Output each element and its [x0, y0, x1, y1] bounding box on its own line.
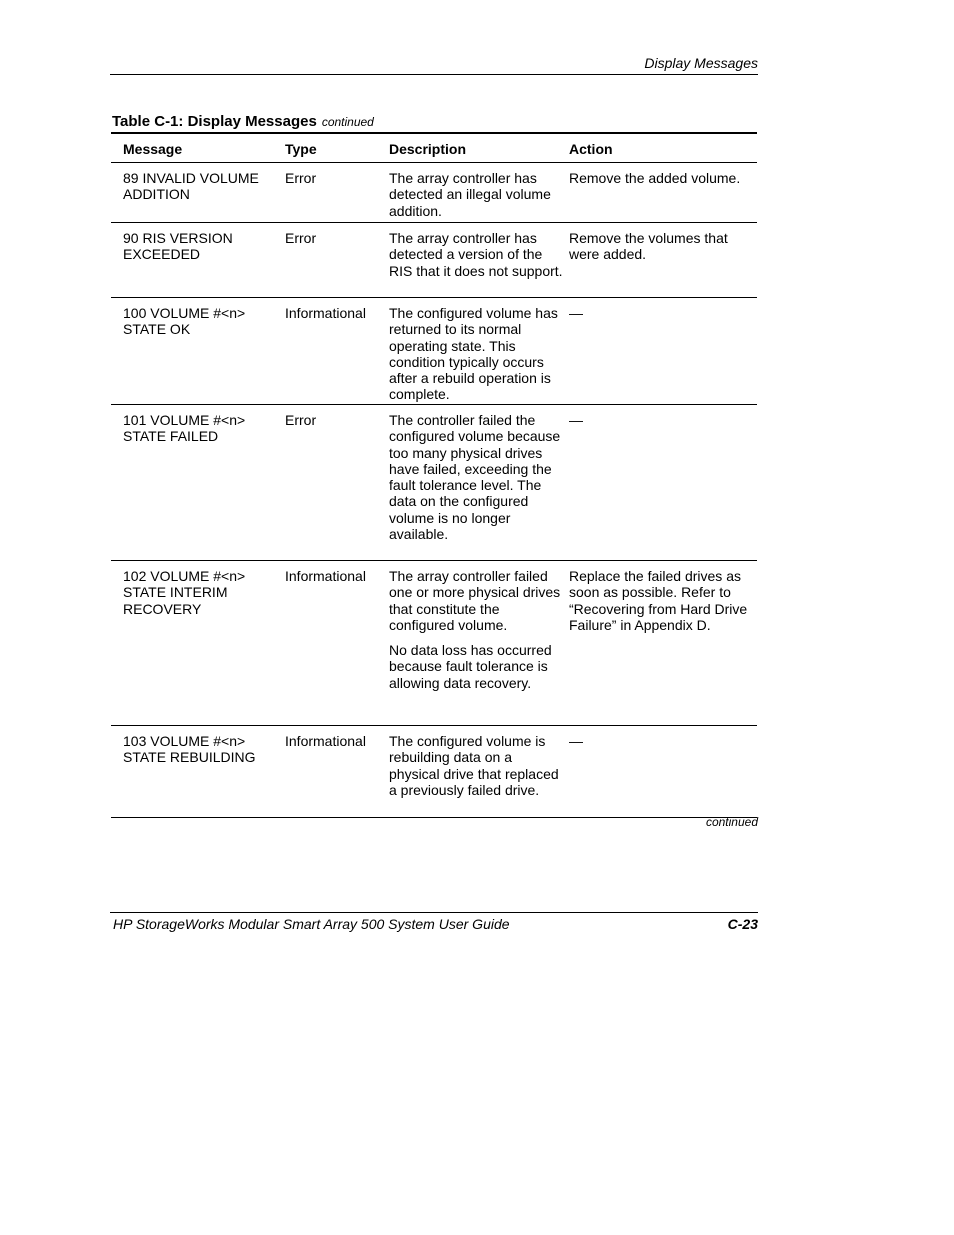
description-text: The controller failed the configured volume because too many physical drives have failed, exceeding the fault tolerance level. The data on the configured volume is no longer available. — [389, 412, 561, 543]
action-cell: — — [569, 305, 583, 321]
action-cell: Remove the added volume. — [569, 170, 741, 186]
action-cell: — — [569, 733, 583, 749]
description-text: The configured volume is rebuilding data on a physical drive that replaced a previously failed drive. — [389, 733, 559, 798]
message-cell: 90 RIS VERSION EXCEEDED — [123, 230, 233, 263]
table-caption-title: Table C-1: Display Messages — [112, 113, 317, 130]
display-messages-table — [111, 132, 757, 818]
table-row — [111, 726, 757, 818]
message-cell: 89 INVALID VOLUME ADDITION — [123, 170, 259, 203]
guide-title: HP StorageWorks Modular Smart Array 500 System User Guide — [113, 916, 510, 932]
message-cell: 100 VOLUME #<n> STATE OK — [123, 305, 246, 338]
message-cell: 101 VOLUME #<n> STATE FAILED — [123, 412, 246, 445]
table-row — [111, 298, 757, 405]
description-cell — [389, 223, 569, 297]
page-footer — [110, 912, 758, 932]
description-text: The configured volume has returned to its normal operating state. This condition typically occurs after a rebuild operation is complete. — [389, 305, 558, 403]
table-row — [111, 223, 757, 298]
action-cell: Remove the volumes that were added. — [569, 230, 728, 263]
message-cell: 102 VOLUME #<n> STATE INTERIM RECOVERY — [123, 568, 246, 617]
type-cell: Error — [285, 170, 317, 186]
column-header-description: Description — [389, 140, 467, 157]
description-cell — [389, 405, 569, 560]
description-text: No data loss has occurred because fault tolerance is allowing data recovery. — [389, 642, 552, 691]
type-cell: Error — [285, 412, 317, 428]
table-continued-note: continued — [705, 815, 758, 829]
description-cell — [389, 298, 569, 404]
column-header-message: Message — [123, 140, 183, 157]
table-caption-continued: continued — [321, 115, 374, 129]
action-cell: — — [569, 412, 583, 428]
table-caption — [112, 112, 374, 132]
page-number: C-23 — [727, 916, 758, 932]
message-cell: 103 VOLUME #<n> STATE REBUILDING — [123, 733, 256, 766]
action-cell: Replace the failed drives as soon as possible. Refer to “Recovering from Hard Drive Failure” in Appendix D. — [569, 568, 748, 633]
running-title: Display Messages — [644, 55, 758, 71]
type-cell: Informational — [285, 305, 366, 321]
table-header-row — [111, 134, 757, 163]
description-text: The array controller has detected a version of the RIS that it does not support. — [389, 230, 563, 279]
column-header-action: Action — [569, 140, 613, 157]
description-cell — [389, 561, 569, 725]
table-row — [111, 561, 757, 726]
description-text: The array controller has detected an illegal volume addition. — [389, 170, 551, 219]
description-cell — [389, 163, 569, 222]
description-cell — [389, 726, 569, 817]
column-header-type: Type — [285, 140, 317, 157]
type-cell: Error — [285, 230, 317, 246]
table-row — [111, 163, 757, 223]
page-header — [110, 55, 758, 75]
description-text: The array controller failed one or more physical drives that constitute the configured volume. — [389, 568, 561, 633]
type-cell: Informational — [285, 568, 366, 584]
table-row — [111, 405, 757, 561]
type-cell: Informational — [285, 733, 366, 749]
